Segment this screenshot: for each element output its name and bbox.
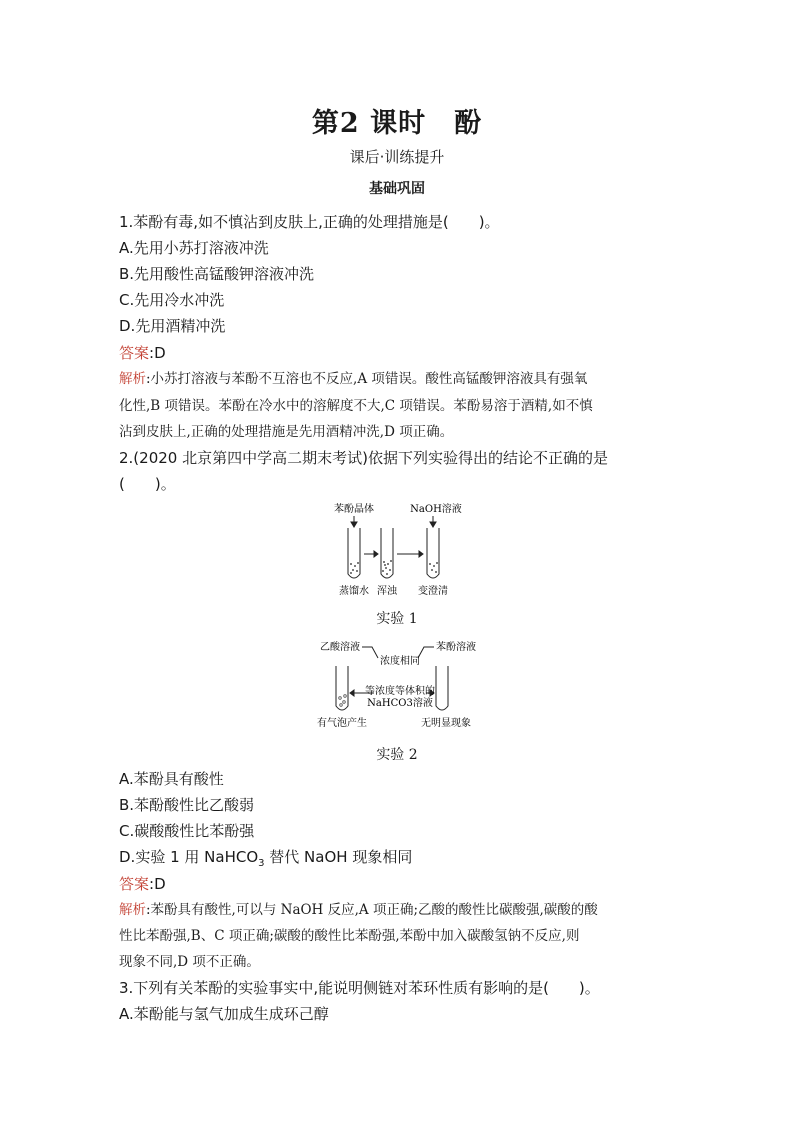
exp2-bubbles	[339, 695, 347, 707]
q1-option-c: C.先用冷水冲洗	[119, 291, 225, 309]
page-title: 第2 课时 酚	[311, 108, 483, 139]
q1-explanation-line-1: 解析:小苏打溶液与苯酚不互溶也不反应,A 项错误。酸性高锰酸钾溶液具有强氧	[119, 371, 588, 387]
exp2-bracket-left	[362, 647, 378, 658]
exp2-tube-right	[436, 666, 448, 710]
experiment-2-diagram	[312, 638, 488, 734]
q3-stem: 3.下列有关苯酚的实验事实中,能说明侧链对苯环性质有影响的是( )。	[119, 979, 600, 997]
exp1-tube-2-label: 浑浊	[377, 586, 397, 597]
q2-stem-line-2: ( )。	[119, 475, 176, 493]
q2-explanation-label: 解析	[119, 902, 146, 918]
q2-answer-value: :D	[149, 875, 166, 893]
section-heading: 基础巩固	[369, 181, 425, 197]
q1-answer	[119, 343, 166, 363]
exp2-label-same-concentration: 浓度相同	[380, 656, 420, 667]
exp2-bracket-right	[418, 647, 434, 658]
exp1-liquid-dots	[350, 560, 438, 575]
q1-option-b: B.先用酸性高锰酸钾溶液冲洗	[119, 265, 315, 283]
q2-explanation-line-2: 性比苯酚强,B、C 项正确;碳酸的酸性比苯酚强,苯酚中加入碳酸氢钠不反应,则	[119, 928, 580, 944]
experiment-1-caption: 实验 1	[376, 611, 418, 627]
exp2-reagent-line-1: 等浓度等体积的	[365, 686, 435, 697]
q1-answer-label: 答案	[119, 344, 150, 362]
q2-explanation-line-1: 解析:苯酚具有酸性,可以与 NaOH 反应,A 项正确;乙酸的酸性比碳酸强,碳酸的酸	[119, 902, 598, 918]
q2-option-d: D.实验 1 用 NaHCO$_3$ 替代 NaOH 现象相同	[119, 848, 413, 869]
exp2-reagent-line-2: NaHCO3溶液	[367, 698, 433, 709]
q2-answer	[119, 874, 166, 894]
exp2-result-left: 有气泡产生	[317, 718, 367, 729]
exp1-label-naoh: NaOH溶液	[410, 504, 462, 515]
q2-answer-label: 答案	[119, 875, 150, 893]
exp1-tube-1-label: 蒸馏水	[339, 586, 369, 597]
exp1-tube-3	[427, 528, 439, 578]
q1-answer-value: :D	[149, 344, 166, 362]
q1-stem: 1.苯酚有毒,如不慎沾到皮肤上,正确的处理措施是( )。	[119, 213, 500, 231]
experiment-2-caption: 实验 2	[376, 747, 418, 763]
q1-explanation-line-2: 化性,B 项错误。苯酚在冷水中的溶解度不大,C 项错误。苯酚易溶于酒精,如不慎	[119, 398, 593, 414]
exp1-tube-3-label: 变澄清	[418, 586, 448, 597]
q3-option-a: A.苯酚能与氢气加成生成环己醇	[119, 1005, 329, 1023]
q1-option-a: A.先用小苏打溶液冲洗	[119, 239, 269, 257]
exp2-tube-left	[336, 666, 348, 710]
q1-option-d: D.先用酒精冲洗	[119, 317, 226, 335]
q2-option-c: C.碳酸酸性比苯酚强	[119, 822, 255, 840]
q2-explanation-line-3: 现象不同,D 项不正确。	[119, 954, 260, 970]
exp1-label-phenol-crystal: 苯酚晶体	[334, 504, 374, 515]
exp2-result-right: 无明显现象	[421, 718, 471, 729]
experiment-1-diagram	[320, 500, 480, 600]
exp2-label-acetic-acid: 乙酸溶液	[320, 642, 360, 653]
q2-option-a: A.苯酚具有酸性	[119, 770, 224, 788]
exp2-label-phenol-solution: 苯酚溶液	[436, 642, 476, 653]
q1-explanation-label: 解析	[119, 371, 146, 387]
page-subtitle: 课后·训练提升	[349, 148, 445, 166]
exp1-tube-1	[348, 528, 360, 578]
q2-option-b: B.苯酚酸性比乙酸弱	[119, 796, 255, 814]
q2-stem-line-1: 2.(2020 北京第四中学高二期末考试)依据下列实验得出的结论不正确的是	[119, 449, 608, 467]
q1-explanation-line-3: 沾到皮肤上,正确的处理措施是先用酒精冲洗,D 项正确。	[119, 424, 454, 440]
